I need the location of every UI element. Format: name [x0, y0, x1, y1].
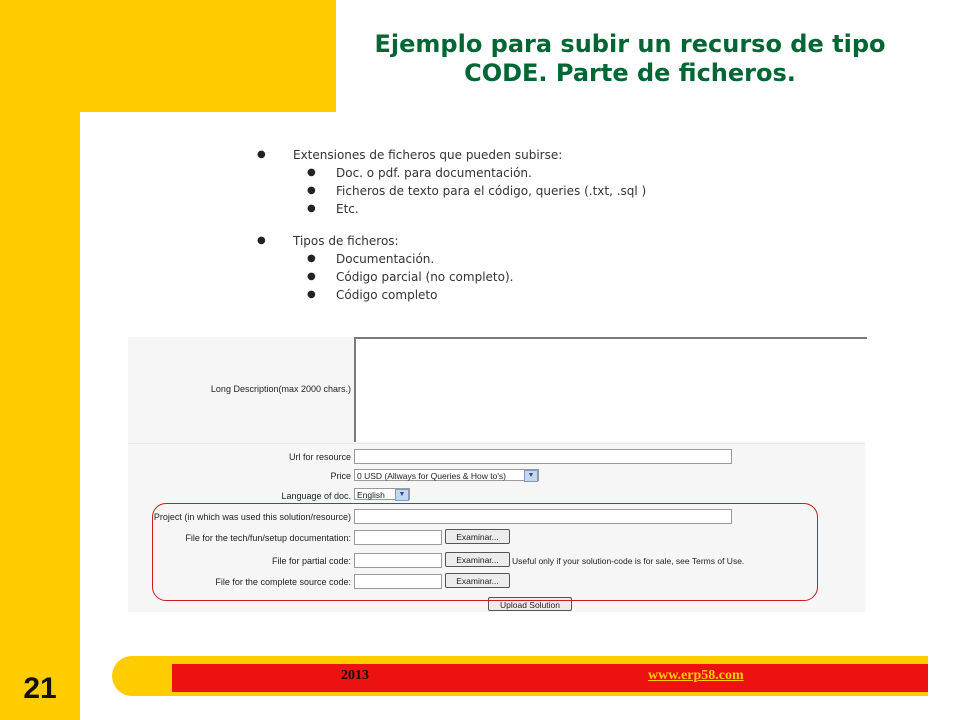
sub-bullet-item: ● Documentación. — [307, 252, 435, 266]
upload-solution-button[interactable]: Upload Solution — [488, 597, 572, 611]
language-label: Language of doc. — [281, 491, 351, 501]
chevron-down-icon[interactable]: ▼ — [395, 489, 409, 501]
left-accent-bar — [0, 0, 80, 720]
file-partial-browse-button[interactable]: Examinar... — [445, 552, 510, 567]
bullet-extensions: ● Extensiones de ficheros que pueden subirse: — [257, 148, 563, 162]
bullet-dot-icon: ● — [307, 185, 316, 196]
bullet-spacer — [255, 218, 855, 232]
long-description-textarea[interactable] — [354, 337, 867, 442]
bullet-dot-icon: ● — [307, 289, 316, 300]
bullet-dot-icon: ● — [257, 149, 266, 160]
bullet-dot-icon: ● — [307, 253, 316, 264]
url-input[interactable] — [354, 449, 732, 464]
sub-bullet-item: ● Código completo — [307, 288, 438, 302]
long-description-label: Long Description(max 2000 chars.) — [210, 384, 351, 394]
bullet-dot-icon: ● — [307, 203, 316, 214]
partial-code-note: Useful only if your solution-code is for sale, see Terms of Use. — [512, 556, 745, 566]
file-fields-highlight — [152, 503, 818, 601]
file-doc-label: File for the tech/fun/setup documentation: — [185, 533, 351, 543]
file-complete-browse-button[interactable]: Examinar... — [445, 573, 510, 588]
bullet-dot-icon: ● — [257, 235, 266, 246]
price-label: Price — [330, 471, 351, 481]
sub-bullet-item: ● Ficheros de texto para el código, queries (.txt, .sql ) — [307, 184, 647, 198]
file-partial-label: File for partial code: — [271, 556, 351, 566]
chevron-down-icon[interactable]: ▼ — [524, 470, 538, 482]
row-divider — [128, 443, 865, 444]
project-label: Project (in which was used this solution/resource) — [153, 512, 351, 522]
language-value: English — [357, 490, 385, 500]
top-accent-block — [80, 0, 336, 112]
footer-year: 2013 — [341, 668, 369, 683]
sub-bullet-item: ● Doc. o pdf. para documentación. — [307, 166, 532, 180]
price-value: 0 USD (Allways for Queries & How to's) — [357, 471, 506, 481]
file-complete-label: File for the complete source code: — [215, 577, 351, 587]
language-select[interactable] — [354, 488, 410, 500]
bullet-dot-icon: ● — [307, 271, 316, 282]
sub-bullet-item: ● Etc. — [307, 202, 359, 216]
footer-website-link[interactable]: www.erp58.com — [648, 668, 744, 683]
slide-title: Ejemplo para subir un recurso de tipo CODE. Parte de ficheros. — [374, 30, 886, 87]
price-select[interactable] — [354, 469, 539, 481]
url-label: Url for resource — [288, 452, 351, 462]
bullet-types: ● Tipos de ficheros: — [257, 234, 399, 248]
bullet-dot-icon: ● — [307, 167, 316, 178]
file-doc-browse-button[interactable]: Examinar... — [445, 529, 510, 544]
sub-bullet-item: ● Código parcial (no completo). — [307, 270, 514, 284]
bullet-list — [255, 146, 855, 304]
slide-number: 21 — [23, 672, 57, 705]
